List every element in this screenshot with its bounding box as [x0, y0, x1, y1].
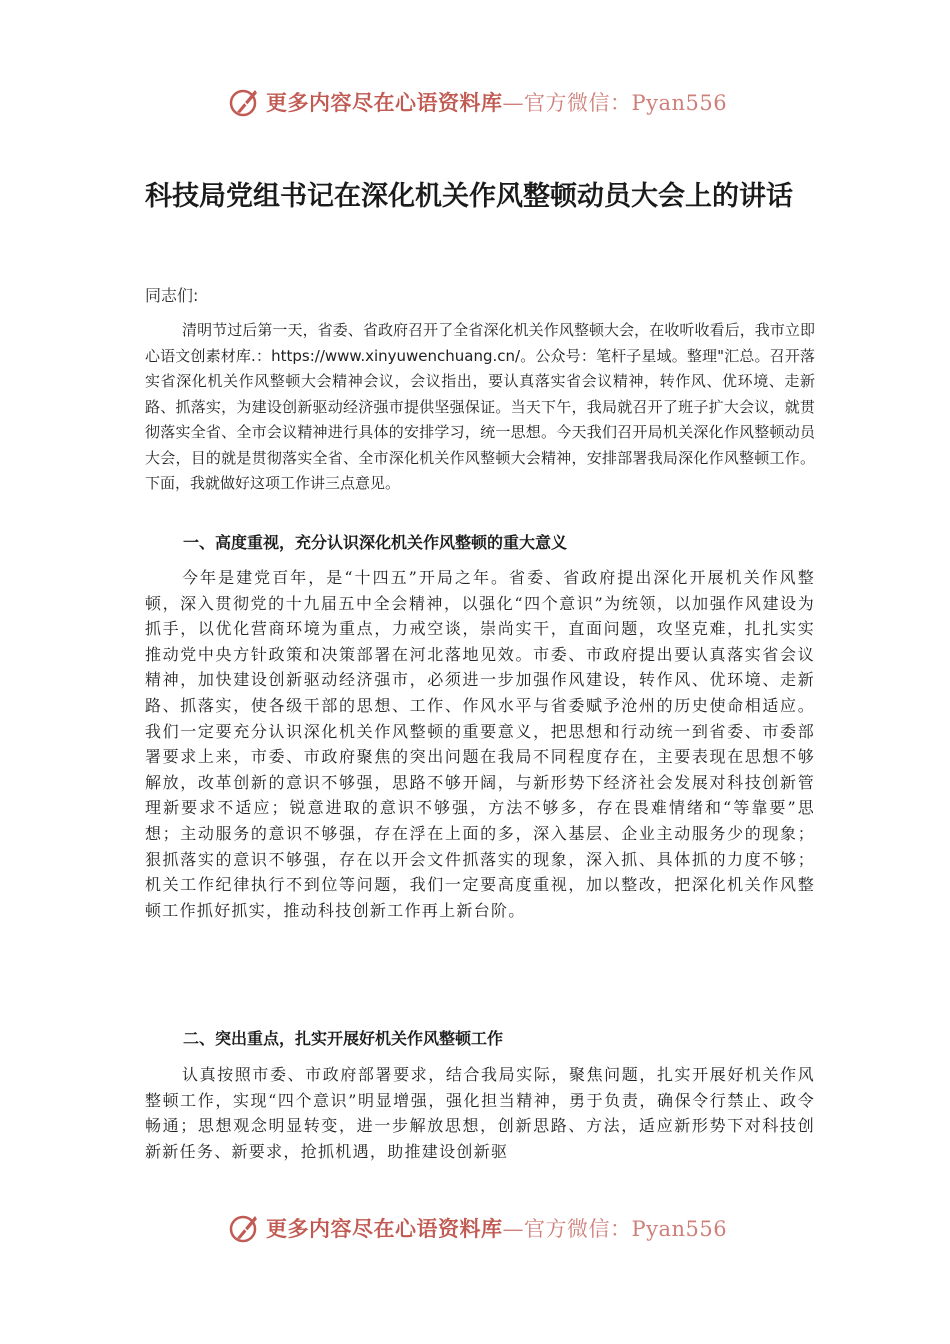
section-1-heading: 一、高度重视，充分认识深化机关作风整顿的重大意义 — [183, 533, 568, 552]
banner-wechat: —官方微信：Pyan556 — [502, 1217, 728, 1241]
salutation: 同志们: — [145, 286, 199, 305]
banner-text — [266, 1213, 727, 1243]
banner-text — [266, 87, 727, 117]
quill-logo-icon — [228, 1211, 262, 1245]
section-2-heading: 二、突出重点，扎实开展好机关作风整顿工作 — [183, 1029, 504, 1048]
document-title: 科技局党组书记在深化机关作风整顿动员大会上的讲话 — [145, 181, 793, 212]
header-watermark-banner — [228, 82, 727, 122]
footer-watermark-banner — [228, 1208, 727, 1248]
section-1-paragraph: 今年是建党百年，是“十四五”开局之年。省委、省政府提出深化开展机关作风整顿，深入贯彻党的十九届五中全会精神，以强化“四个意识”为统领，以加强作风建设为抓手，以优化营商环境为重点，力戒空谈，崇尚实干，直面问题，攻坚克难，扎扎实实推动党中央方针政策和决策部署在河北落地见效。市委、市政府提出要认真落实省会议精神，加快建设创新驱动经济强市，必须进一步加强作风建设，转作风、优环境、走新路、抓落实，使各级干部的思想、工作、作风水平与省委赋予沧州的历史使命相适应。我们一定要充分认识深化机关作风整顿的重要意义，把思想和行动统一到省委、市委部署要求上来，市委、市政府聚焦的突出问题在我局不同程度存在，主要表现在思想不够解放，改革创新的意识不够强，思路不够开阔，与新形势下经济社会发展对科技创新管理新要求不适应；锐意进取的意识不够强，方法不够多，存在畏难情绪和“等靠要”思想；主动服务的意识不够强，存在浮在上面的多，深入基层、企业主动服务少的现象；狠抓落实的意识不够强，存在以开会文件抓落实的现象，深入抓、具体抓的力度不够；机关工作纪律执行不到位等问题，我们一定要高度重视，加以整改，把深化机关作风整顿工作抓好抓实，推动科技创新工作再上新台阶。 — [145, 568, 815, 920]
banner-brand: 更多内容尽在心语资料库 — [266, 1216, 503, 1241]
intro-paragraph: 清明节过后第一天，省委、省政府召开了全省深化机关作风整顿大会，在收听收看后，我市立即心语文创素材库.：https://www.xinyuwenchuang.cn/。公众号：笔杆子星域。整理"汇总。召开落实省深化机关作风整顿大会精神会议，会议指出，要认真落实省会议精神，转作风、优环境、走新路、抓落实，为建设创新驱动经济强市提供坚强保证。当天下午，我局就召开了班子扩大会议，就贯彻落实全省、全市会议精神进行具体的安排学习，统一思想。今天我们召开局机关深化作风整顿动员大会，目的就是贯彻落实全省、全市深化机关作风整顿大会精神，安排部署我局深化作风整顿工作。下面，我就做好这项工作讲三点意见。 — [145, 321, 815, 492]
banner-brand: 更多内容尽在心语资料库 — [266, 90, 503, 115]
banner-wechat: —官方微信：Pyan556 — [502, 91, 728, 115]
section-2-paragraph: 认真按照市委、市政府部署要求，结合我局实际，聚焦问题，扎实开展好机关作风整顿工作，实现“四个意识”明显增强，强化担当精神，勇于负责，确保令行禁止、政令畅通；思想观念明显转变，进一步解放思想，创新思路、方法，适应新形势下对科技创新新任务、新要求，抢抓机遇，助推建设创新驱 — [145, 1065, 815, 1161]
quill-logo-icon — [228, 85, 262, 119]
